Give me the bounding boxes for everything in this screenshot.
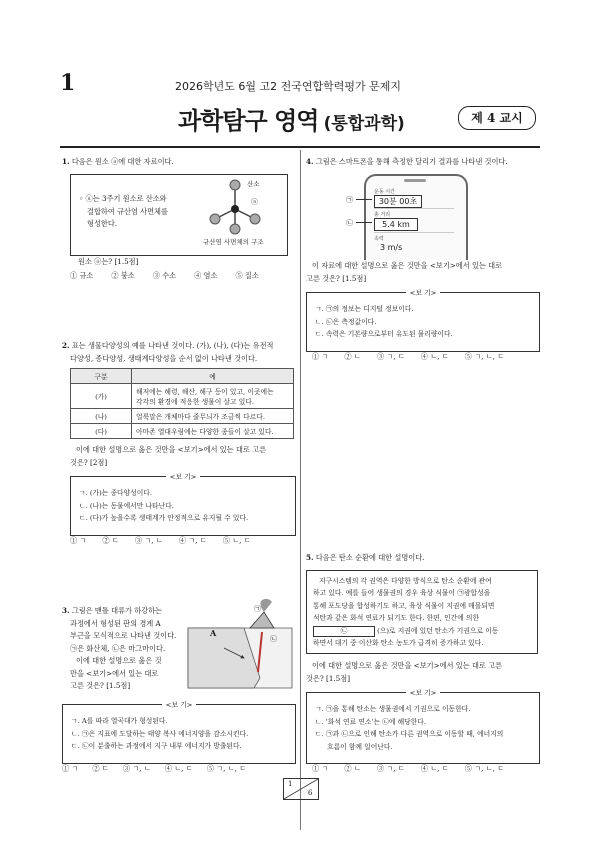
q5-number: 5. — [306, 553, 314, 562]
passage-line: 석탄과 같은 화석 연료가 되기도 한다. 한편, 인간에 의한 — [313, 614, 480, 623]
choice-4[interactable]: ④ ㄴ, ㄷ — [420, 764, 449, 773]
q4-number: 4. — [306, 157, 314, 166]
choice-5[interactable]: ⑤ ㄱ, ㄴ, ㄷ — [206, 764, 247, 773]
marker-1: ㉠ — [346, 196, 353, 204]
choice-4[interactable]: ④ ㄴ, ㄷ — [420, 352, 449, 361]
subject-sub: (통합과학) — [323, 114, 405, 134]
table-row — [71, 384, 294, 409]
blank-box: ㉡ — [313, 626, 375, 637]
choice-2[interactable]: ② ㄷ — [92, 764, 109, 773]
choice-4[interactable]: ④ ㄱ, ㄷ — [178, 536, 207, 545]
q2-prompt-line: 표는 생물다양성의 예를 나타낸 것이다. (가), (나), (다)는 유전적 — [71, 341, 274, 350]
q2-choices — [70, 536, 251, 546]
bogi-item: ㄴ. ㉠은 지표에 도달하는 태양 복사 에너지양을 감소시킨다. — [71, 729, 249, 738]
q5-bogi-box — [306, 689, 540, 764]
subject-main: 과학탐구 영역 — [178, 107, 319, 135]
q3-number: 3. — [62, 606, 70, 615]
q5-question: 이에 대한 설명으로 옳은 것만을 <보기>에서 있는 대로 고른 것은? [1.5점] — [306, 661, 503, 683]
marker-line-2 — [356, 222, 372, 223]
bogi-item: ㄱ. (가)는 종다양성이다. — [79, 489, 153, 497]
bogi-item: ㄴ. (나)는 동물에서만 나타난다. — [79, 501, 174, 510]
table-header-example: 예 — [132, 369, 294, 384]
figure-caption: 규산염 사면체의 구조 — [203, 238, 264, 246]
choice-3[interactable]: ③ ㄱ, ㄷ — [376, 764, 405, 773]
q1-choices — [70, 271, 259, 281]
q4-bogi-box — [306, 289, 540, 352]
distance-label: 총 거리 — [374, 212, 391, 218]
subduction-figure — [184, 598, 296, 694]
q2-prompt-line: 다양성, 종다양성, 생태계다양성을 순서 없이 나타낸 것이다. — [70, 353, 258, 363]
plate-boundary-A: A — [210, 628, 217, 638]
choice-3[interactable]: ③ ㄱ, ㄴ — [134, 536, 163, 545]
row-text: 아마존 열대우림에는 다양한 종들이 살고 있다. — [132, 424, 294, 439]
q4-question: 이 자료에 대한 설명으로 옳은 것만을 <보기>에서 있는 대로 고른 것은? [1.5점] — [306, 261, 503, 283]
bogi-item: ㄱ. A를 따라 열곡대가 형성된다. — [71, 717, 168, 725]
bogi-title: <보 기> — [406, 689, 441, 697]
row-label: (다) — [71, 424, 132, 439]
table-row — [71, 424, 294, 439]
q1-box-line: 형성한다. — [87, 219, 118, 228]
q2-question: 이에 대한 설명으로 옳은 것만을 <보기>에서 있는 대로 고른 것은? [2점] — [70, 445, 267, 467]
choice-1[interactable]: ① ㄱ — [62, 764, 79, 773]
choice-2[interactable]: ② ㄴ — [344, 764, 361, 773]
table-header-category: 구분 — [71, 369, 132, 384]
choice-3[interactable]: ③ ㄱ, ㄴ — [122, 764, 151, 773]
q3-prompt: 3. 그림은 맨틀 대류가 하강하는 과정에서 형성된 판의 경계 A 부근을 모식적으로 나타낸 것이다. ㉠은 화산체, ㉡은 마그마이다. 이에 대한 설명으로 옳은 것 만을 <보기>에서 있는 대로 고른 것은? [1.5점] — [62, 606, 177, 690]
speed-label: 속력 — [374, 236, 384, 242]
time-value: 30분 00초 — [374, 195, 422, 208]
bogi-item: ㄱ. ㉠의 정보는 디지털 정보이다. — [315, 305, 414, 313]
q1-box-text — [79, 193, 189, 231]
marker-line-1 — [356, 199, 372, 200]
marker-2: ㉡ — [346, 219, 353, 227]
passage-line: 하고 있다. 예를 들어 생물권의 경우 육상 식물이 ㉠광합성을 — [313, 589, 491, 598]
q5-passage-box — [306, 570, 538, 654]
period-badge — [458, 106, 536, 130]
q1-prompt-text: 다음은 원소 ⓐ에 대한 자료이다. — [71, 157, 174, 166]
bogi-title: <보 기> — [406, 289, 441, 297]
q1-number: 1. — [62, 157, 70, 166]
page-indicator — [283, 778, 319, 800]
q1-question: 원소 ⓐ는? [1.5점] — [78, 257, 139, 266]
element-a-label: ⓐ — [251, 198, 258, 206]
smartphone-figure — [364, 174, 468, 260]
q2-bogi-box — [70, 473, 296, 536]
passage-line: 하면서 대기 중 이산화 탄소 농도가 급격히 증가하고 있다. — [313, 639, 484, 648]
exam-title: 2026학년도 6월 고2 전국연합학력평가 문제지 — [175, 80, 401, 93]
q3-bogi-box — [62, 701, 296, 764]
row-text: 얼룩말은 개체마다 줄무늬가 조금씩 다르다. — [132, 409, 294, 424]
q5-prompt — [306, 552, 540, 565]
bogi-item: ㄷ. ㉡이 분출하는 과정에서 지구 내부 에너지가 방출된다. — [71, 742, 242, 750]
choice-5[interactable]: ⑤ ㄱ, ㄴ, ㄷ — [464, 352, 505, 361]
q2-table — [70, 368, 294, 439]
speed-value: 3 m/s — [380, 243, 403, 252]
choice-5[interactable]: ⑤ 질소 — [235, 271, 259, 280]
choice-1[interactable]: ① ㄱ — [312, 764, 329, 773]
row-label: (가) — [71, 384, 132, 409]
row-label: (나) — [71, 409, 132, 424]
volcano-label: ㉠ — [254, 605, 261, 613]
bogi-title: <보 기> — [166, 473, 201, 481]
q2-number: 2. — [62, 341, 70, 350]
oxygen-label: 산소 — [247, 180, 260, 188]
bogi-item: ㄷ. ㉠과 ㉡으로 인해 탄소가 다른 권역으로 이동할 때, 에너지의 — [315, 730, 504, 738]
q5-prompt-text: 다음은 탄소 순환에 대한 설명이다. — [315, 553, 425, 562]
bogi-item: ㄴ. ㉡은 측정값이다. — [315, 317, 377, 326]
row-text: 해저에는 해령, 해산, 해구 등이 있고, 이곳에는 각각의 환경에 적응한 생물이 살고 있다. — [132, 384, 294, 409]
time-label: 운동 시간 — [374, 189, 395, 195]
q1-box-line: 결합하여 규산염 사면체를 — [87, 206, 168, 216]
q4-prompt — [306, 156, 540, 169]
page-number: 1 — [60, 70, 76, 96]
choice-5[interactable]: ⑤ ㄴ, ㄷ — [222, 536, 251, 545]
passage-line: 통해 포도당을 합성하기도 하고, 육상 식물이 지권에 매몰되면 — [313, 601, 495, 610]
choice-3[interactable]: ③ 수소 — [152, 271, 177, 280]
column-divider — [300, 150, 301, 830]
choice-4[interactable]: ④ ㄴ, ㄷ — [164, 764, 193, 773]
choice-2[interactable]: ② ㄷ — [102, 536, 119, 545]
bogi-item: ㄴ. '화석 연료 연소'는 ㉡에 해당한다. — [315, 717, 427, 726]
choice-4[interactable]: ④ 염소 — [194, 271, 218, 280]
phone-speaker — [404, 179, 426, 182]
q4-choices — [312, 352, 504, 362]
distance-value: 5.4 km — [374, 218, 418, 231]
bogi-item: ㄱ. ㉠을 통해 탄소는 생물권에서 기권으로 이동한다. — [315, 705, 471, 713]
q3-choices — [62, 764, 246, 774]
bogi-item: ㄷ. (다)가 높을수록 생태계가 안정적으로 유지될 수 있다. — [79, 514, 249, 522]
passage-line: ㉡ (으)로 지권에 있던 탄소가 기권으로 이동 — [313, 625, 531, 637]
passage-line: 지구시스템의 각 권역은 다양한 방식으로 탄소 순환에 관여 — [319, 577, 492, 585]
choice-2[interactable]: ② 붕소 — [111, 271, 135, 280]
choice-1[interactable]: ① ㄱ — [70, 536, 87, 545]
q5-choices — [312, 764, 504, 774]
current-page: 1 — [288, 780, 293, 788]
divider — [374, 208, 454, 209]
period-label: 제 4 교시 — [471, 111, 523, 125]
bogi-title: <보 기> — [162, 701, 197, 709]
bogi-item: 흐름이 함께 일어난다. — [327, 742, 393, 751]
header-rule — [60, 146, 540, 148]
table-row — [71, 409, 294, 424]
q1-data-box — [70, 174, 288, 256]
divider — [374, 232, 454, 233]
q4-prompt-text: 그림은 스마트폰을 통해 측정한 달리기 결과를 나타낸 것이다. — [315, 157, 508, 166]
choice-5[interactable]: ⑤ ㄱ, ㄴ, ㄷ — [464, 764, 505, 773]
choice-3[interactable]: ③ ㄱ, ㄷ — [376, 352, 405, 361]
choice-2[interactable]: ② ㄴ — [344, 352, 361, 361]
q2-prompt — [62, 340, 298, 365]
q1-prompt — [62, 156, 292, 169]
bogi-item: ㄷ. 속력은 기본량으로부터 유도된 물리량이다. — [315, 330, 453, 338]
q1-box-line: ◦ ⓐ는 3주기 원소로 산소와 — [79, 194, 167, 203]
magma-label: ㉡ — [270, 635, 277, 643]
total-pages: 6 — [308, 789, 313, 797]
subject-title — [178, 101, 405, 136]
choice-1[interactable]: ① 규소 — [70, 271, 94, 280]
choice-1[interactable]: ① ㄱ — [312, 352, 329, 361]
